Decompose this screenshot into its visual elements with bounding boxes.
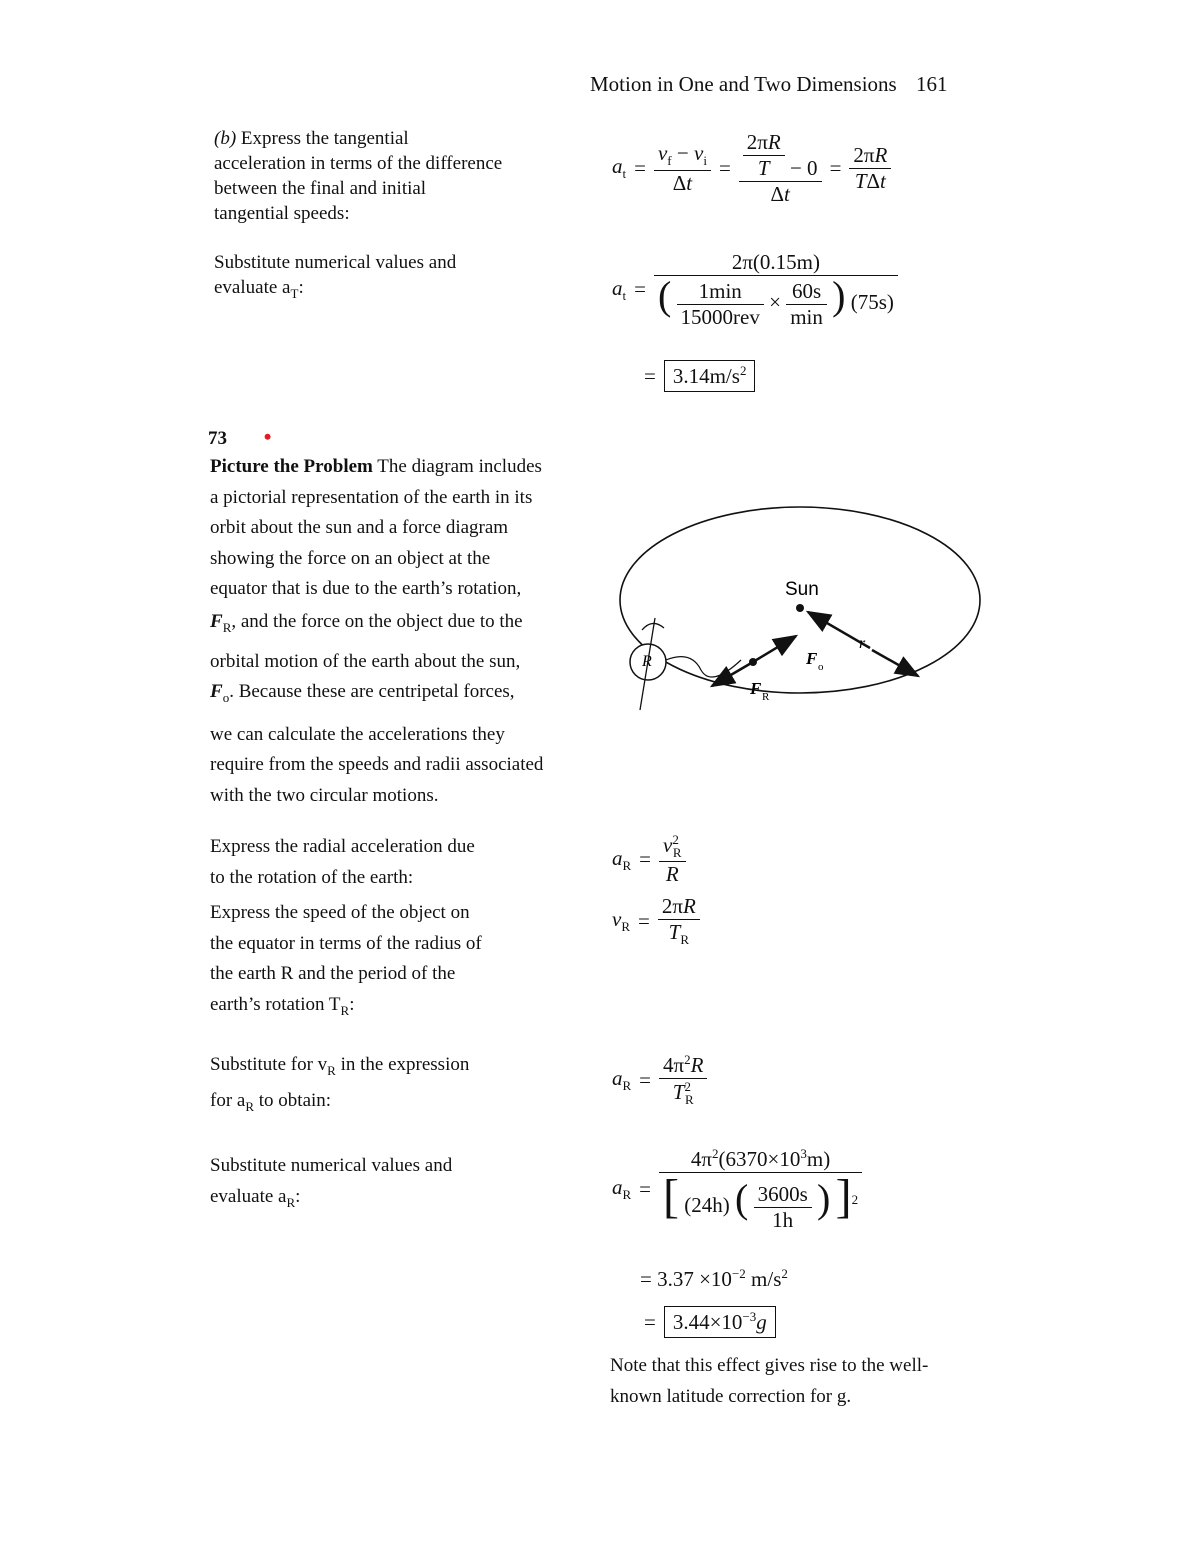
- step-1-text: [210, 832, 475, 893]
- subst-line-2: evaluate a: [214, 277, 291, 298]
- step-line: Substitute for v: [210, 1054, 328, 1075]
- step-line: Express the speed of the object on: [210, 902, 470, 923]
- step-line: evaluate a: [210, 1185, 287, 1207]
- step-2-text: Express the speed of the object on the equator in terms of the radius of the earth R and the period of the earth’s rotation $T_R$:: [210, 898, 482, 1026]
- subst-sub: T: [290, 285, 299, 301]
- earth-R-label: R: [642, 653, 652, 670]
- step-line: the earth R and the period of the: [210, 963, 456, 984]
- FR-label: F: [750, 679, 762, 698]
- step-line: to the rotation of the earth:: [210, 866, 414, 888]
- FR-sub: R: [762, 691, 770, 703]
- step-line: Substitute numerical values and: [210, 1155, 453, 1176]
- sun-dot: [796, 604, 804, 612]
- radial-accel-equation: $a_R$ = $\frac{v^2_R}{R}$: [612, 832, 686, 887]
- difficulty-bullet: •: [263, 424, 272, 449]
- r-label: r: [859, 635, 866, 652]
- Fo-sub: o: [818, 661, 824, 673]
- radial-accel-substituted: $a_R$ = $\frac{4\pi^2R}{T^2_R}$: [612, 1052, 707, 1108]
- step-line: the equator in terms of the radius of: [210, 932, 482, 954]
- problem-line: equator that is due to the earth’s rotation,: [210, 578, 522, 599]
- result-2-unit: g: [756, 1310, 767, 1334]
- result-2-value: 3.44×10: [672, 1310, 743, 1334]
- header-title: Motion in One and Two Dimensions: [590, 72, 897, 96]
- tangential-accel-answer: = $3.14m/s^2$: [636, 360, 755, 392]
- part-b-text: [214, 126, 504, 226]
- part-b-description: Express the tangential acceleration in terms of the difference between the final and initial tangential speeds:: [214, 128, 503, 224]
- note-line: known latitude correction for g.: [610, 1385, 852, 1407]
- r-arrow-outward: [872, 650, 918, 676]
- note: [610, 1351, 928, 1412]
- answer-exp: 2: [739, 363, 747, 378]
- step-line: in the expression: [335, 1054, 470, 1075]
- problem-line: orbit about the sun and a force diagram: [210, 517, 509, 538]
- radial-accel-answer: = $3.44\times 10^{-3}g$: [636, 1306, 776, 1338]
- picture-the-problem: Picture the Problem The diagram includes a pictorial representation of the earth in its orbit about the sun and a force diagram showing the force on an object at the equator that is due to the earth’s rotation, $F_R$, and the force on the object due to the orbital motion of the earth about the sun, $F_o$. Because these are centripetal forces, we can calculate the accelerations they require from the speeds and radii associated with the two circular motions.: [210, 452, 610, 811]
- problem-line: . Because these are centripetal forces,: [229, 681, 515, 703]
- FR-arrow: [712, 662, 753, 686]
- orbit-diagram: [610, 500, 990, 715]
- answer-value: 3.14m/s: [672, 364, 740, 388]
- problem-line: showing the force on an object at the: [210, 547, 491, 569]
- problem-line: , and the force on the object due to the: [231, 610, 523, 632]
- step-line: Express the radial acceleration due: [210, 836, 475, 857]
- problem-number-text: 73: [208, 428, 227, 449]
- problem-line: with the two circular motions.: [210, 784, 439, 806]
- problem-line: require from the speeds and radii associated: [210, 754, 544, 776]
- result-2-exp: −3: [742, 1309, 757, 1324]
- step-4-text: Substitute numerical values and evaluate $a_R$:: [210, 1151, 452, 1218]
- radial-accel-result-1: = $3.37 \times 10^{-2}$ $m/s^2$: [640, 1266, 788, 1291]
- speed-equation: $v_R$ = $\frac{2\pi R}{T_R}$: [612, 894, 700, 948]
- note-line: Note that this effect gives rise to the well-: [610, 1355, 929, 1376]
- problem-line: orbital motion of the earth about the sun,: [210, 650, 521, 672]
- radial-accel-numeric: $a_R$ = $4\pi^2(6370\times 10^3m)$ [ (24h) ( $\frac{3600s}{1h}$ ) ]$^2$: [612, 1146, 862, 1233]
- page-number: 161: [915, 72, 948, 96]
- step-3-text: Substitute for $v_R$ in the expression for $a_R$ to obtain:: [210, 1054, 470, 1115]
- step-line: for a: [210, 1090, 246, 1112]
- problem-line: we can calculate the accelerations they: [210, 723, 505, 745]
- step-line: to obtain:: [254, 1090, 332, 1112]
- result-1-value: = 3.37 ×10: [640, 1267, 732, 1291]
- result-1-unit: m/s: [745, 1267, 782, 1291]
- Fo-label: F: [806, 649, 818, 668]
- step-line: earth’s rotation T: [210, 993, 341, 1015]
- problem-number: [208, 424, 271, 450]
- problem-heading: Picture the Problem: [210, 456, 373, 477]
- squiggle: [666, 657, 741, 677]
- tangential-accel-numeric: $a_t$ = 2π(0.15m) ( $\frac{1\min}{\text{15000rev}}$ × $\frac{60s}{\min}$ ) (75s): [612, 250, 898, 330]
- subst-text: Substitute numerical values and evaluate $a_T$:: [214, 252, 457, 301]
- result-1-exp: −2: [731, 1266, 746, 1281]
- Fo-arrow: [753, 636, 796, 662]
- orbit-ellipse: [620, 507, 980, 693]
- problem-line: a pictorial representation of the earth in its: [210, 486, 533, 508]
- subst-line-1: Substitute numerical values and: [214, 252, 457, 273]
- page-header: [590, 72, 947, 97]
- tangential-accel-equation: $a_t$ = $\frac{v_f - v_i}{\Delta t}$ = $\frac{2\pi R}{T}$ − 0 Δt = $\frac{2\pi R}{\text{TΔt}}$: [612, 130, 891, 207]
- part-label: (b): [214, 128, 237, 149]
- problem-line: The diagram includes: [377, 456, 542, 477]
- sun-label: Sun: [785, 579, 819, 600]
